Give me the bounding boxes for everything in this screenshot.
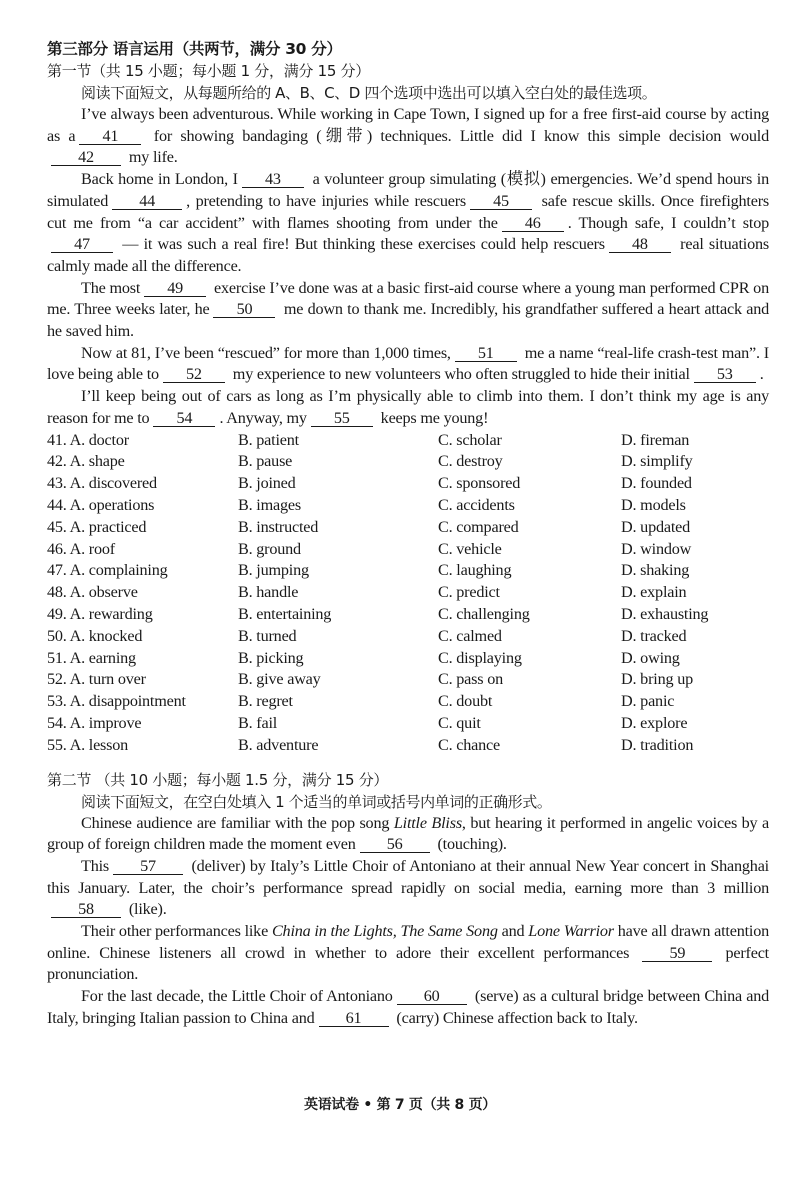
passage1-paragraph	[47, 104, 769, 169]
section1-title: 第一节（共 15 小题；每小题 1 分，满分 15 分）	[47, 62, 370, 80]
text: me a name “real-life crash-test man”. I love being able to	[47, 343, 769, 384]
blank-41[interactable]: 41	[79, 128, 141, 145]
text: for showing bandaging (绷带) techniques. Little did I know this simple decision would	[153, 126, 769, 145]
option-row	[47, 539, 769, 561]
text: Their other performances like	[81, 922, 269, 941]
exam-page	[47, 38, 769, 1030]
option-d[interactable]: D. tracked	[621, 626, 687, 645]
option-b[interactable]: B. pause	[238, 452, 293, 471]
blank-50[interactable]: 50	[213, 301, 275, 318]
option-b[interactable]: B. entertaining	[238, 604, 332, 623]
option-row	[47, 582, 769, 604]
option-a[interactable]: 53. A. disappointment	[47, 692, 186, 711]
option-b[interactable]: B. joined	[238, 474, 296, 493]
passage2-paragraph	[47, 813, 769, 856]
song-titles: China in the Lights, The Same Song	[271, 922, 498, 941]
blank-58[interactable]: 58	[51, 901, 121, 918]
text: , but hearing it performed in angelic voices by a group of foreign children made the moment even	[47, 813, 770, 854]
option-b[interactable]: B. adventure	[238, 735, 319, 754]
text: . Anyway, my	[219, 408, 307, 427]
text: keeps me young!	[380, 408, 489, 427]
text: have all drawn attention online. Chinese listeners all crowd in whether to adore their excellent performances	[47, 922, 769, 962]
option-d[interactable]: D. exhausting	[621, 604, 709, 623]
option-row	[47, 451, 769, 473]
blank-43[interactable]: 43	[242, 171, 304, 188]
option-row	[47, 713, 769, 735]
text: The most	[81, 278, 141, 297]
option-a[interactable]: 41. A. doctor	[47, 430, 129, 449]
text: , pretending to have injuries while rescuers	[186, 191, 466, 210]
option-d[interactable]: D. models	[621, 495, 686, 514]
blank-61[interactable]: 61	[319, 1010, 389, 1027]
blank-44[interactable]: 44	[112, 193, 182, 210]
text: This	[81, 856, 109, 875]
text: safe rescue skills. Once firefighters cut me from “a car accident” with flames shooting from under the	[47, 191, 770, 232]
option-a[interactable]: 42. A. shape	[47, 452, 125, 471]
option-d[interactable]: D. explain	[621, 583, 687, 602]
option-c[interactable]: C. doubt	[438, 692, 493, 711]
option-b[interactable]: B. handle	[238, 583, 299, 602]
blank-51[interactable]: 51	[455, 345, 517, 362]
option-c[interactable]: C. sponsored	[438, 474, 521, 493]
option-a[interactable]: 46. A. roof	[47, 539, 115, 558]
option-d[interactable]: D. updated	[621, 517, 691, 536]
text: — it was such a real fire! But thinking these exercises could help rescuers	[122, 235, 605, 254]
option-d[interactable]: D. window	[621, 539, 692, 558]
option-row	[47, 430, 769, 452]
option-a[interactable]: 43. A. discovered	[47, 474, 157, 493]
blank-45[interactable]: 45	[470, 193, 532, 210]
option-b[interactable]: B. patient	[238, 430, 299, 449]
option-c[interactable]: C. accidents	[438, 495, 515, 514]
option-d[interactable]: D. owing	[621, 648, 680, 667]
text: (serve) as a cultural bridge between China and Italy, bringing Italian passion to China and	[47, 987, 769, 1027]
option-row	[47, 669, 769, 691]
text: Chinese audience are familiar with the pop song	[81, 813, 390, 832]
text: Back home in London, I	[81, 170, 238, 189]
option-row	[47, 735, 769, 757]
blank-49[interactable]: 49	[144, 280, 206, 297]
option-d[interactable]: D. founded	[621, 474, 692, 493]
text: perfect pronunciation.	[47, 943, 769, 984]
option-a[interactable]: 52. A. turn over	[47, 670, 146, 689]
option-a[interactable]: 45. A. practiced	[47, 517, 147, 536]
option-d[interactable]: D. shaking	[621, 561, 690, 580]
part-title: 第三部分 语言运用（共两节，满分 30 分）	[47, 40, 342, 58]
option-row	[47, 473, 769, 495]
option-c[interactable]: C. destroy	[438, 452, 503, 471]
option-a[interactable]: 55. A. lesson	[47, 735, 129, 754]
option-c[interactable]: C. chance	[438, 735, 501, 754]
text: real situations calmly made all the difference.	[47, 235, 769, 275]
option-a[interactable]: 49. A. rewarding	[47, 604, 153, 623]
section2-title: 第二节 （共 10 小题；每小题 1.5 分，满分 15 分）	[47, 770, 389, 789]
option-b[interactable]: B. picking	[238, 648, 304, 667]
text: For the last decade, the Little Choir of Antoniano	[81, 987, 393, 1006]
option-c[interactable]: C. pass on	[438, 670, 504, 689]
blank-54[interactable]: 54	[153, 410, 215, 427]
blank-42[interactable]: 42	[51, 149, 121, 166]
text: me down to thank me. Incredibly, his grandfather suffered a heart attack and he saved him.	[47, 300, 769, 341]
text: exercise I’ve done was at a basic first-aid course where a young man performed CPR on me. Three weeks later, he	[47, 278, 769, 319]
blank-56[interactable]: 56	[360, 836, 430, 853]
blank-59[interactable]: 59	[642, 945, 712, 962]
option-row	[47, 626, 769, 648]
section2-instruction: 阅读下面短文，在空白处填入 1 个适当的单词或括号内单词的正确形式。	[81, 792, 552, 811]
text: (deliver) by Italy’s Little Choir of Antoniano at their annual New Year concert in Shanghai this January. Later, the choir’s performance spread rapidly on social media, earning more than 3 million	[47, 856, 769, 897]
text: my life.	[128, 148, 178, 167]
passage2-paragraph	[47, 856, 769, 921]
text: and	[501, 922, 525, 941]
option-row	[47, 604, 769, 626]
option-b[interactable]: B. instructed	[238, 517, 319, 536]
option-a[interactable]: 51. A. earning	[47, 648, 136, 667]
option-b[interactable]: B. jumping	[238, 561, 309, 580]
text: . Though safe, I couldn’t stop	[567, 213, 769, 232]
option-c[interactable]: C. scholar	[438, 430, 502, 449]
passage1-paragraph	[47, 169, 769, 278]
option-a[interactable]: 48. A. observe	[47, 583, 138, 602]
section1-instruction: 阅读下面短文，从每题所给的 A、B、C、D 四个选项中选出可以填入空白处的最佳选项。	[81, 84, 657, 102]
page-footer: 英语试卷 • 第 7 页（共 8 页）	[304, 1097, 496, 1113]
passage1-paragraph	[47, 278, 769, 343]
song-title: Lone Warrior	[528, 922, 614, 941]
option-c[interactable]: C. laughing	[438, 561, 512, 580]
blank-57[interactable]: 57	[113, 858, 183, 875]
option-c[interactable]: C. displaying	[438, 648, 522, 667]
song-title: Little Bliss	[393, 813, 462, 832]
option-b[interactable]: B. give away	[238, 670, 321, 689]
option-row	[47, 560, 769, 582]
text: (like).	[128, 900, 167, 919]
blank-52[interactable]: 52	[163, 366, 225, 383]
option-d[interactable]: D. explore	[621, 713, 688, 732]
text: a volunteer group simulating (模拟) emergencies. We’d spend hours in simulated	[47, 170, 769, 210]
passage1-paragraph	[47, 386, 769, 429]
option-c[interactable]: C. calmed	[438, 626, 502, 645]
passage2-paragraph	[47, 921, 769, 986]
option-row	[47, 691, 769, 713]
option-row	[47, 495, 769, 517]
option-a[interactable]: 50. A. knocked	[47, 626, 143, 645]
blank-47[interactable]: 47	[51, 236, 113, 253]
option-a[interactable]: 44. A. operations	[47, 495, 155, 514]
option-b[interactable]: B. turned	[238, 626, 297, 645]
text: .	[759, 365, 764, 384]
blank-48[interactable]: 48	[609, 236, 671, 253]
blank-60[interactable]: 60	[397, 988, 467, 1005]
blank-46[interactable]: 46	[502, 215, 564, 232]
option-d[interactable]: D. fireman	[621, 430, 690, 449]
option-b[interactable]: B. regret	[238, 692, 293, 711]
option-d[interactable]: D. bring up	[621, 670, 693, 689]
options-table	[47, 430, 769, 757]
option-d[interactable]: D. simplify	[621, 452, 693, 471]
option-c[interactable]: C. predict	[438, 583, 500, 602]
option-c[interactable]: C. compared	[438, 517, 519, 536]
option-b[interactable]: B. images	[238, 495, 301, 514]
option-c[interactable]: C. challenging	[438, 604, 530, 623]
option-a[interactable]: 47. A. complaining	[47, 561, 168, 580]
text: Now at 81, I’ve been “rescued” for more than 1,000 times,	[81, 343, 451, 362]
blank-53[interactable]: 53	[694, 366, 756, 383]
option-row	[47, 648, 769, 670]
blank-55[interactable]: 55	[311, 410, 373, 427]
option-a[interactable]: 54. A. improve	[47, 713, 142, 732]
option-row	[47, 517, 769, 539]
text: (carry) Chinese affection back to Italy.	[396, 1008, 638, 1027]
text: my experience to new volunteers who often struggled to hide their initial	[232, 365, 690, 384]
text: (touching).	[437, 835, 507, 854]
option-d[interactable]: D. panic	[621, 692, 675, 711]
text: I’ve always been adventurous. While working in Cape Town, I signed up for a free first-aid course by acting as a	[47, 105, 769, 145]
option-d[interactable]: D. tradition	[621, 735, 694, 754]
passage2-paragraph	[47, 986, 769, 1029]
option-c[interactable]: C. quit	[438, 713, 481, 732]
text: I’ll keep being out of cars as long as I’m physically able to climb into them. I don’t think my age is any reason for me to	[47, 387, 769, 427]
option-b[interactable]: B. fail	[238, 713, 278, 732]
passage1-paragraph	[47, 343, 769, 386]
option-b[interactable]: B. ground	[238, 539, 301, 558]
option-c[interactable]: C. vehicle	[438, 539, 502, 558]
